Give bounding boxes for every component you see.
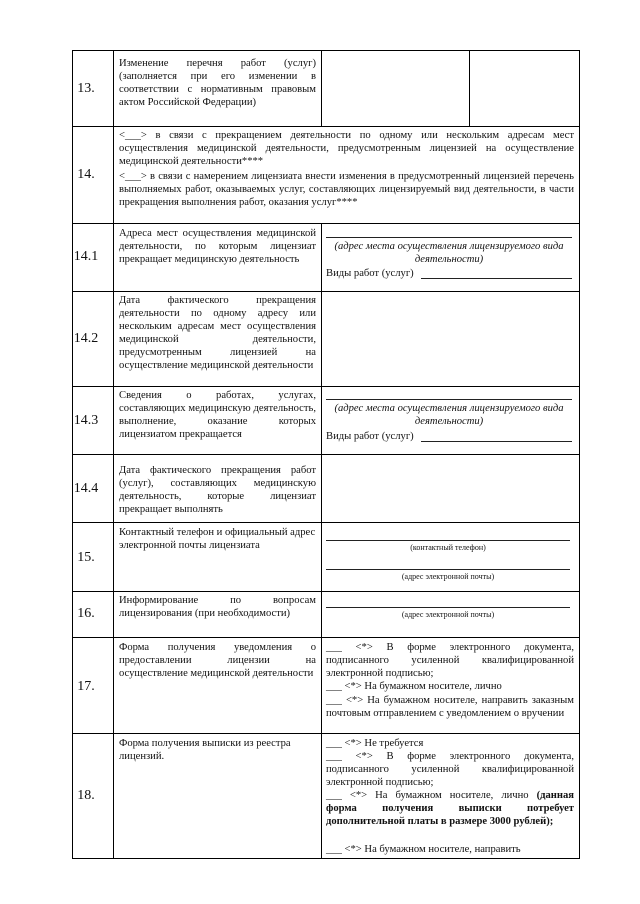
- row-number: 13.: [77, 81, 95, 96]
- phone-line[interactable]: [326, 540, 570, 541]
- row-number: 14.2: [73, 331, 99, 346]
- email-caption: (адрес электронной почты): [401, 572, 495, 581]
- row-number: 15.: [77, 550, 95, 565]
- row-number: 14.1: [73, 249, 99, 264]
- email-line[interactable]: [326, 569, 570, 570]
- extract-option-paper-personal[interactable]: [326, 789, 574, 828]
- notice-option-electronic[interactable]: ___ <*> В форме электронного документа, подписанного усиленной квалифицированной электронной подписью;: [326, 642, 574, 679]
- notice-option-paper-mail[interactable]: ___ <*> На бумажном носителе, направить заказным почтовым отправлением с уведомлением о вручении: [326, 695, 574, 719]
- row-label: Информирование по вопросам лицензирования (при необходимости): [119, 595, 316, 619]
- row-number: 18.: [77, 788, 95, 803]
- row-option[interactable]: <___> в связи с прекращением деятельности по одному или нескольким адресам мест осуществления медицинской деятельности, предусмотренным лицензией на осуществление медицинской деятельности****: [119, 130, 574, 167]
- row-line: [72, 386, 580, 387]
- row-label: Сведения о работах, услугах, составляющих медицинскую деятельность, выполнение, оказание которых лицензиатом прекращается: [119, 390, 316, 440]
- row-line: [72, 858, 580, 859]
- address-line[interactable]: [326, 237, 572, 238]
- row-line: [72, 50, 580, 51]
- row-label: Форма получения выписки из реестра лицензий.: [119, 738, 291, 762]
- extract-fee-note: (данная форма получения выписки потребует дополнительной платы в размере 3000 рублей);: [326, 790, 574, 827]
- email-line[interactable]: [326, 607, 570, 608]
- email-caption: (адрес электронной почты): [401, 610, 495, 619]
- row-label: Изменение перечня работ (услуг) (заполняется при его изменении в соответствии с нормативным правовым актом Российской Федерации): [119, 58, 316, 108]
- works-label: Виды работ (услуг): [326, 268, 414, 279]
- row-number: 17.: [77, 679, 95, 694]
- extract-option-electronic[interactable]: ___ <*> В форме электронного документа, подписанного усиленной квалифицированной электронной подписью;: [326, 751, 574, 788]
- works-line[interactable]: [421, 441, 572, 442]
- row-label: Контактный телефон и официальный адрес электронной почты лицензиата: [119, 527, 316, 551]
- row-number: 14.: [77, 167, 95, 182]
- works-line[interactable]: [421, 278, 572, 279]
- row-line: [72, 223, 580, 224]
- column-divider-value: [321, 223, 322, 858]
- row-number: 16.: [77, 606, 95, 621]
- extract-option-paper-mail[interactable]: ___ <*> На бумажном носителе, направить: [326, 844, 521, 855]
- column-divider-extra-13: [469, 50, 470, 126]
- row-line: [72, 291, 580, 292]
- row-line: [72, 637, 580, 638]
- row-label: Форма получения уведомления о предоставлении лицензии на осуществление медицинской деятельности: [119, 642, 316, 679]
- row-line: [72, 591, 580, 592]
- row-number: 14.3: [73, 413, 99, 428]
- notice-option-paper-personal[interactable]: ___ <*> На бумажном носителе, лично: [326, 681, 502, 692]
- row-line: [72, 522, 580, 523]
- phone-caption: (контактный телефон): [410, 543, 486, 552]
- row-line: [72, 126, 580, 127]
- row-label: Дата фактического прекращения работ (услуг), составляющих медицинскую деятельность, которые лицензиат прекращает выполнять: [119, 465, 316, 515]
- address-line[interactable]: [326, 399, 572, 400]
- extract-option-paper-personal-text: ___ <*> На бумажном носителе, лично: [326, 790, 537, 801]
- row-option[interactable]: <___> в связи с намерением лицензиата внести изменения в предусмотренный лицензией перечень выполняемых работ, оказываемых услуг, составляющих лицензируемый вид деятельности, в части прекращения выполнения работ, оказания услуг****: [119, 171, 574, 208]
- row-number: 14.4: [73, 481, 99, 496]
- row-line: [72, 733, 580, 734]
- extract-option-none[interactable]: ___ <*> Не требуется: [326, 738, 424, 749]
- row-label: Дата фактического прекращения деятельности по одному адресу или нескольким адресам мест осуществления медицинской деятельности, предусмотренным лицензией на осуществление медицинской деятельности: [119, 295, 316, 371]
- works-label: Виды работ (услуг): [326, 431, 414, 442]
- address-caption: (адрес места осуществления лицензируемого вида деятельности): [334, 241, 564, 265]
- row-label: Адреса мест осуществления медицинской деятельности, по которым лицензиат прекращает медицинскую деятельность: [119, 228, 316, 265]
- column-divider-value-13: [321, 50, 322, 126]
- row-line: [72, 454, 580, 455]
- address-caption: (адрес места осуществления лицензируемого вида деятельности): [334, 403, 564, 427]
